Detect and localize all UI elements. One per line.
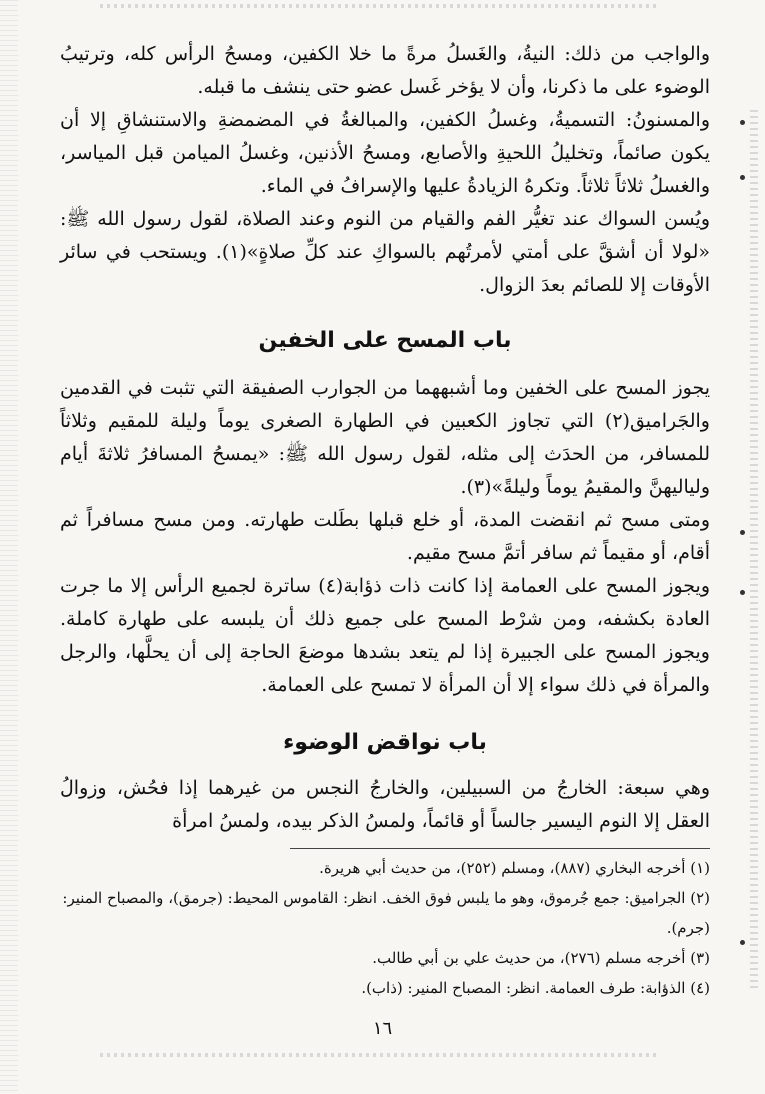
footnote: (٢) الجراميق: جمع جُرموق، وهو ما يلبس فوق الخف. انظر: القاموس المحيط: (جرمق)، والمصباح المنير: (جرم).: [62, 889, 710, 937]
page-number: ١٦: [372, 1018, 393, 1039]
margin-mark: [740, 120, 745, 125]
intro-section: [60, 38, 710, 302]
paragraph-masah-end: ومتى مسح ثم انقضت المدة، أو خلع قبلها بطَلت طهارته. ومن مسح مسافراً ثم أقام، أو مقيماً ثم سافر أتمَّ مسح مقيم.: [60, 509, 710, 564]
scan-edge-right: [750, 110, 758, 990]
paragraph-nawaqid: وهي سبعة: الخارجُ من السبيلين، والخارجُ النجس من غيرهما إذا فحُش، وزوالُ العقل إلا النوم اليسير جالساً أو قائماً، ولمسُ الذكر بيده، ولمسُ امرأة: [60, 777, 710, 832]
section-masah: [60, 372, 710, 702]
section-nawaqid: [60, 772, 710, 838]
scan-edge-bottom: [100, 1053, 660, 1057]
margin-mark: [740, 175, 745, 180]
section-heading: باب نواقض الوضوء: [283, 730, 487, 755]
margin-mark: [740, 940, 745, 945]
footnote: (٣) أخرجه مسلم (٢٧٦)، من حديث علي بن أبي طالب.: [372, 949, 710, 967]
scan-edge-top: [100, 4, 660, 8]
scan-edge-left: [0, 0, 18, 1094]
footnotes: [60, 853, 710, 1003]
paragraph-obligatory: والواجب من ذلك: النيةُ، والغَسلُ مرةً ما خلا الكفين، ومسحُ الرأس كله، وترتيبُ الوضوء على ما ذكرنا، وأن لا يؤخر غَسل عضو حتى ينشف ما قبله.: [60, 43, 710, 98]
footnote: (٤) الذؤابة: طرف العمامة. انظر: المصباح المنير: (ذاب).: [361, 979, 710, 997]
paragraph-masah-imamah: ويجوز المسح على العمامة إذا كانت ذات ذؤابة(٤) ساترة لجميع الرأس إلا ما جرت العادة بكشفه، ومن شرْط المسح على جميع ذلك أن يلبسه على طهارة كاملة. ويجوز المسح على الجبيرة إذا لم يتعد بشدها موضعَ الحاجة إلى أن يحلَّها، والرجل والمرأة في ذلك سواء إلا أن المرأة لا تمسح على العمامة.: [60, 575, 710, 696]
margin-mark: [740, 530, 745, 535]
section-heading: باب المسح على الخفين: [258, 328, 512, 353]
paragraph-sunnah: والمسنونُ: التسميةُ، وغسلُ الكفين، والمبالغةُ في المضمضةِ والاستنشاقِ إلا أن يكون صائماً، وتخليلُ اللحيةِ والأصابع، ومسحُ الأذنين، وغسلُ الميامن قبل المياسر، والغسلُ ثلاثاً ثلاثاً. وتكرهُ الزيادةُ عليها والإسرافُ في الماء.: [60, 109, 710, 197]
footnote: (١) أخرجه البخاري (٨٨٧)، ومسلم (٢٥٢)، من حديث أبي هريرة.: [319, 859, 710, 877]
margin-mark: [740, 590, 745, 595]
paragraph-siwak: ويُسن السواك عند تغيُّر الفم والقيام من النوم وعند الصلاة، لقول رسول الله ﷺ: «لولا أن أشقَّ على أمتي لأمرتُهم بالسواكِ عند كلِّ صلاةٍ»(١). ويستحب في سائر الأوقات إلا للصائم بعدَ الزوال.: [60, 208, 710, 296]
footnote-separator: [290, 848, 710, 849]
paragraph-masah-khuffain: يجوز المسح على الخفين وما أشبههما من الجوارب الصفيقة التي تثبت في القدمين والجَراميق(٢) التي تجاوز الكعبين في الطهارة الصغرى يوماً وليلة للمقيم وثلاثاً للمسافر، من الحدَث إلى مثله، لقول رسول الله ﷺ: «يمسحُ المسافرُ ثلاثةَ أيام ولياليهنَّ والمقيمُ يوماً وليلةً»(٣).: [60, 377, 710, 498]
